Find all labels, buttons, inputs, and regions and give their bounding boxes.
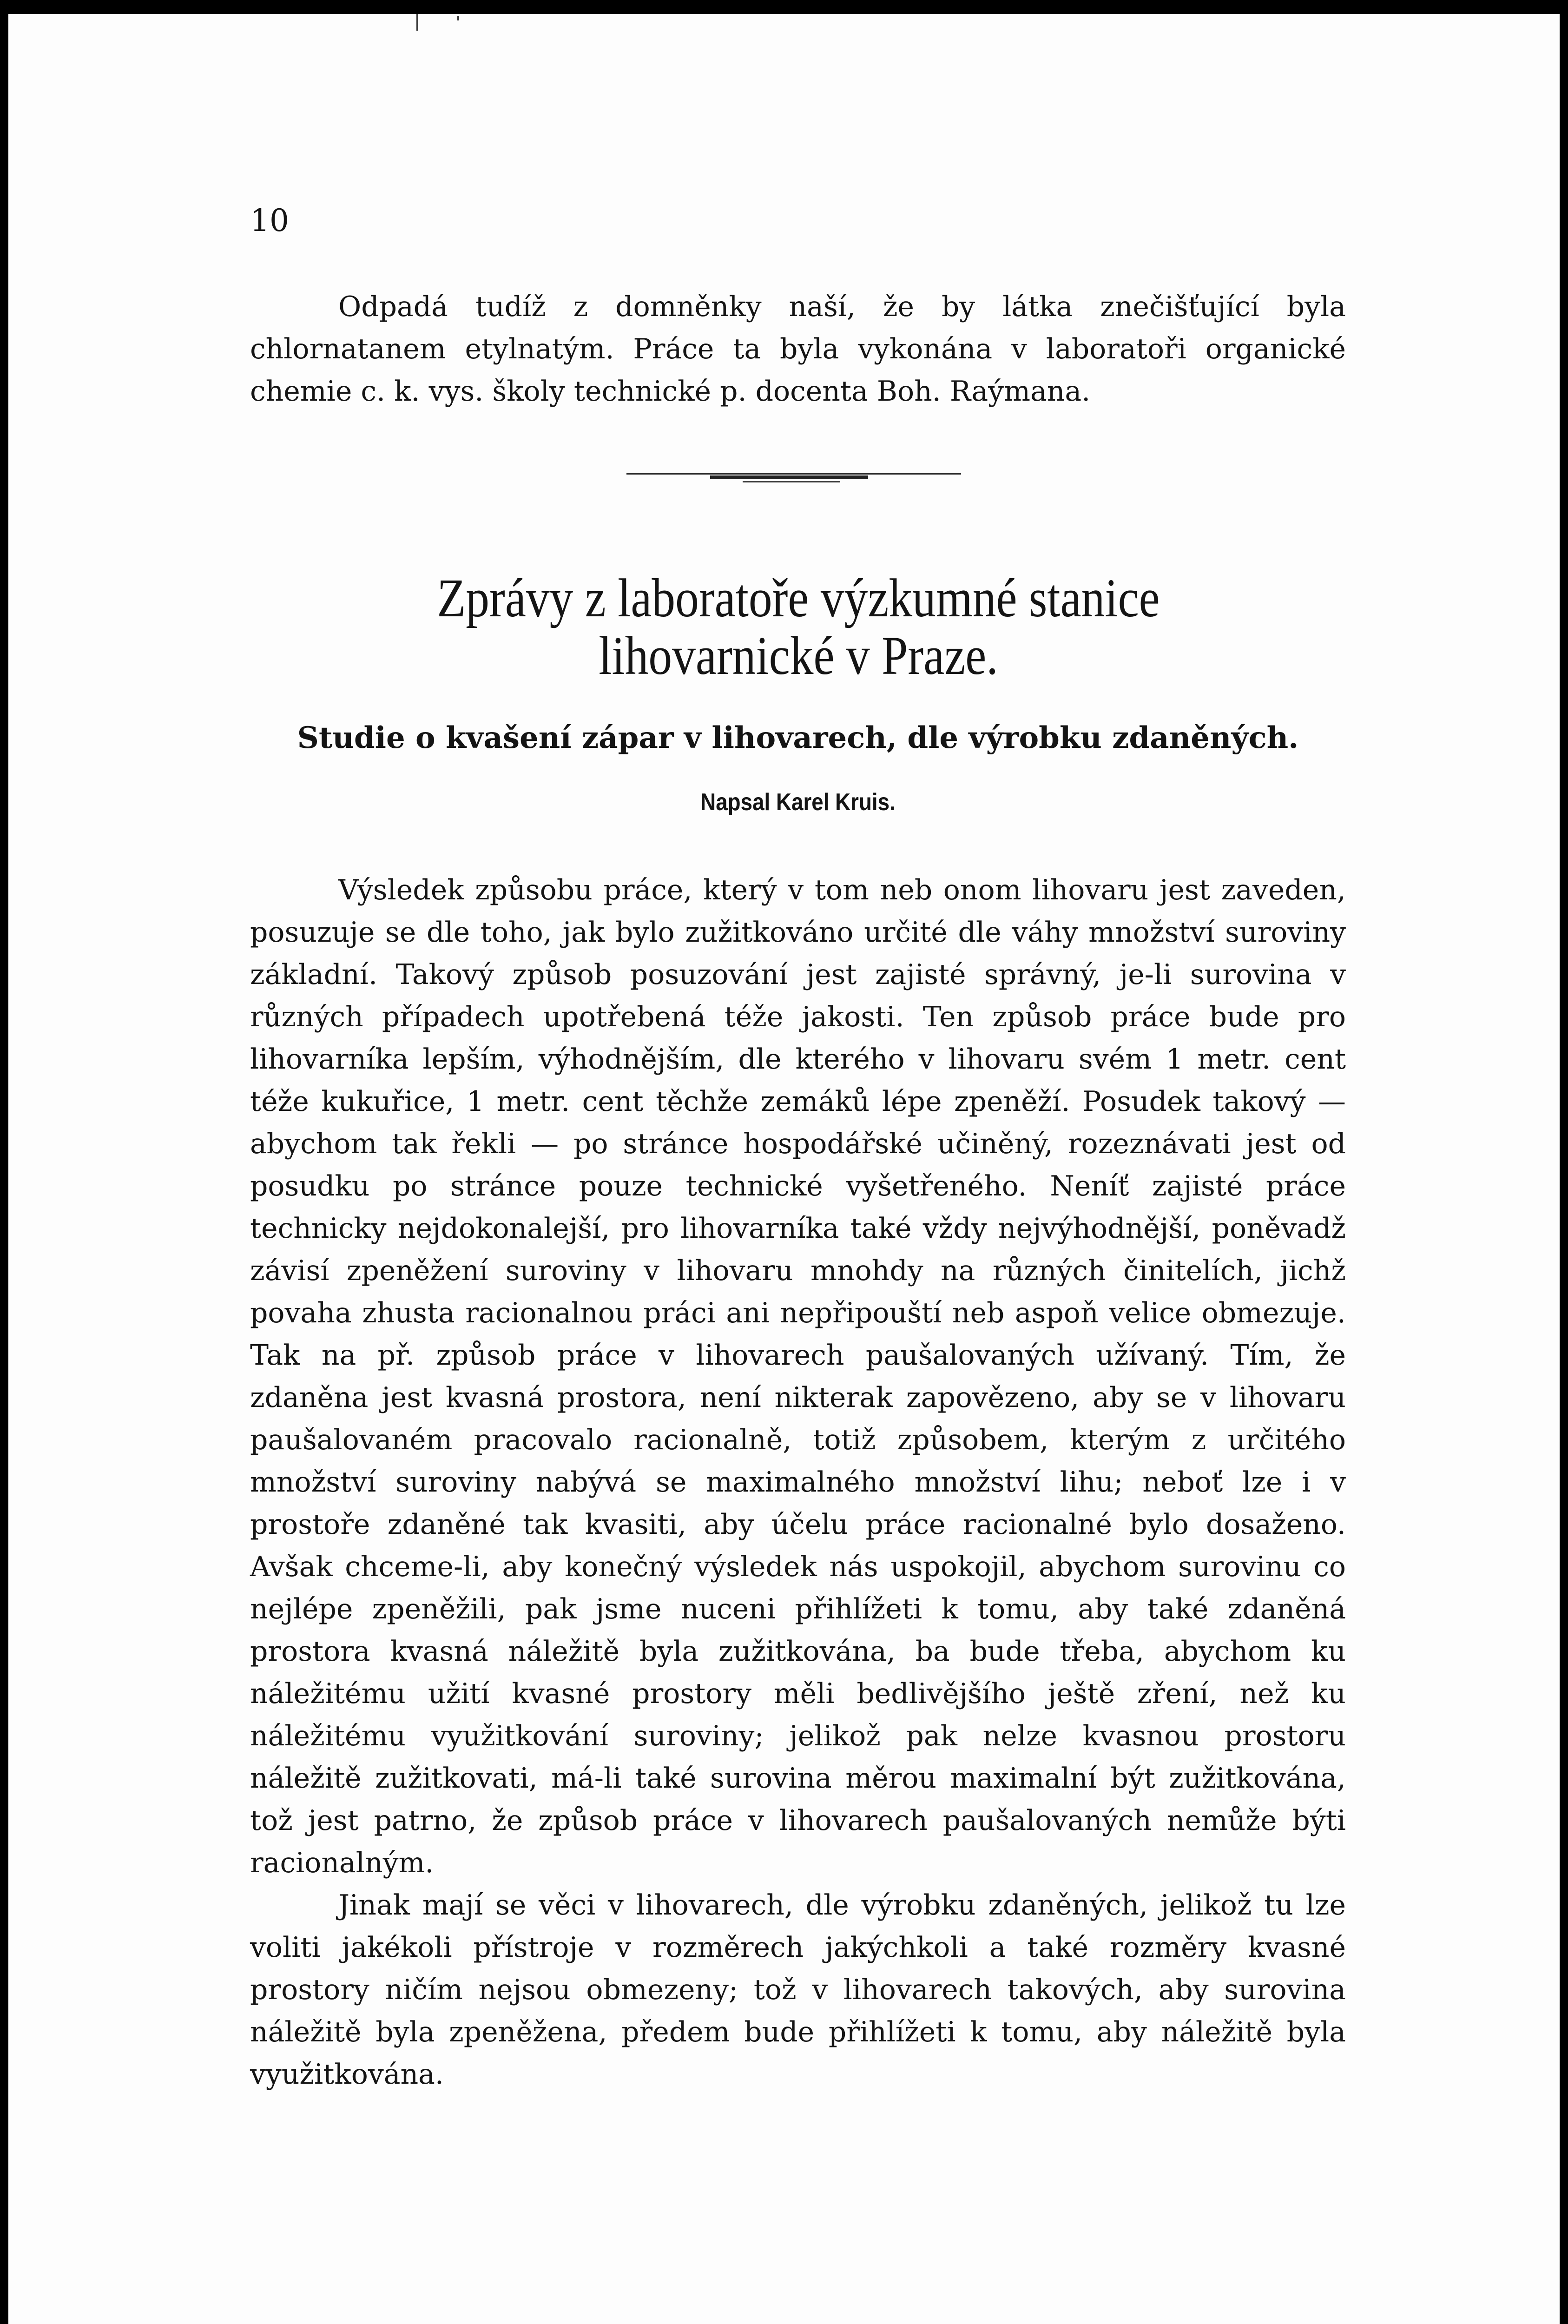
article-title: Zprávy z laboratoře výzkumné stanice lihovarnické v Praze.: [437, 568, 1160, 686]
section-divider: [626, 473, 961, 484]
body-paragraph-1: Výsledek způsobu práce, který v tom neb onom lihovaru jest zaveden, posuzuje se dle toho, jak bylo zužitkováno určité dle váhy množství suroviny základní. Takový způsob posuzování jest zajisté správný, je-li surovina v různých případech upotřebená téže jakosti. Ten způsob práce bude pro lihovarníka lepším, výhodnějším, dle kterého v lihovaru svém 1 metr. cent téže kukuřice, 1 metr. cent těchže zemáků lépe zpeněží. Posudek takový — abychom tak řekli — po stránce hospodářské učiněný, rozeznávati jest od posudku po stránce pouze technické vyšetřeného. Neníť zajisté práce technicky nejdokonalejší, pro lihovarníka také vždy nejvýhodnější, poněvadž závisí zpeněžení suroviny v lihovaru mnohdy na různých činitelích, jichž povaha zhusta racionalnou práci ani nepřipouští neb aspoň velice obmezuje. Tak na př. způsob práce v lihovarech paušalovaných užívaný. Tím, že zdaněna jest kvasná prostora, není nikterak zapovězeno, aby se v lihovaru paušalovaném pracovalo racionalně, totiž způsobem, kterým z určitého množství suroviny nabývá se maximalného množství lihu; neboť lze i v prostoře zdaněné tak kvasiti, aby účelu práce racionalné bylo dosaženo. Avšak chceme-li, aby konečný výsledek nás uspokojil, abychom surovinu co nejlépe zpeněžili, pak jsme nuceni přihlížeti k tomu, aby také zdaněná prostora kvasná náležitě byla zužitkována, ba bude třeba, abychom ku náležitému užití kvasné prostory měli bedlivějšího ještě zření, než ku náležitému využitkování suroviny; jelikož pak nelze kvasnou prostoru náležitě zužitkovati, má-li také surovina měrou maximalní být zužitkována, tož jest patrno, že způsob práce v lihovarech paušalovaných nemůže býti racionalným.: [250, 874, 1346, 1879]
article-body: [250, 869, 1346, 2096]
previous-paragraph: Odpadá tudíž z domněnky naší, že by látka znečišťující byla chlornatanem etylnatým. Práce ta byla vykonána v laboratoři organické chemie c. k. vys. školy technické p. docenta Boh. Raýmana.: [250, 290, 1346, 408]
article-author: Napsal Karel Kruis.: [700, 789, 896, 816]
scan-artifact-line: [457, 16, 459, 20]
scan-artifact-line: [416, 14, 418, 31]
book-page: [8, 14, 1560, 2324]
divider-short-rule: [743, 481, 840, 482]
body-paragraph-2: Jinak mají se věci v lihovarech, dle výrobku zdaněných, jelikož tu lze voliti jakékoli přístroje v rozměrech jakýchkoli a také rozměry kvasné prostory ničím nejsou obmezeny; tož v lihovarech takových, aby surovina náležitě byla zpeněžena, předem bude přihlížeti k tomu, aby náležitě byla využitkována.: [250, 1889, 1346, 2091]
divider-thick-rule: [710, 475, 868, 479]
divider-long-rule: [626, 473, 961, 475]
page-number: 10: [250, 203, 289, 238]
article-subtitle: Studie o kvašení zápar v lihovarech, dle výrobku zdaněných.: [297, 720, 1299, 755]
previous-paragraph-block: [250, 286, 1346, 413]
